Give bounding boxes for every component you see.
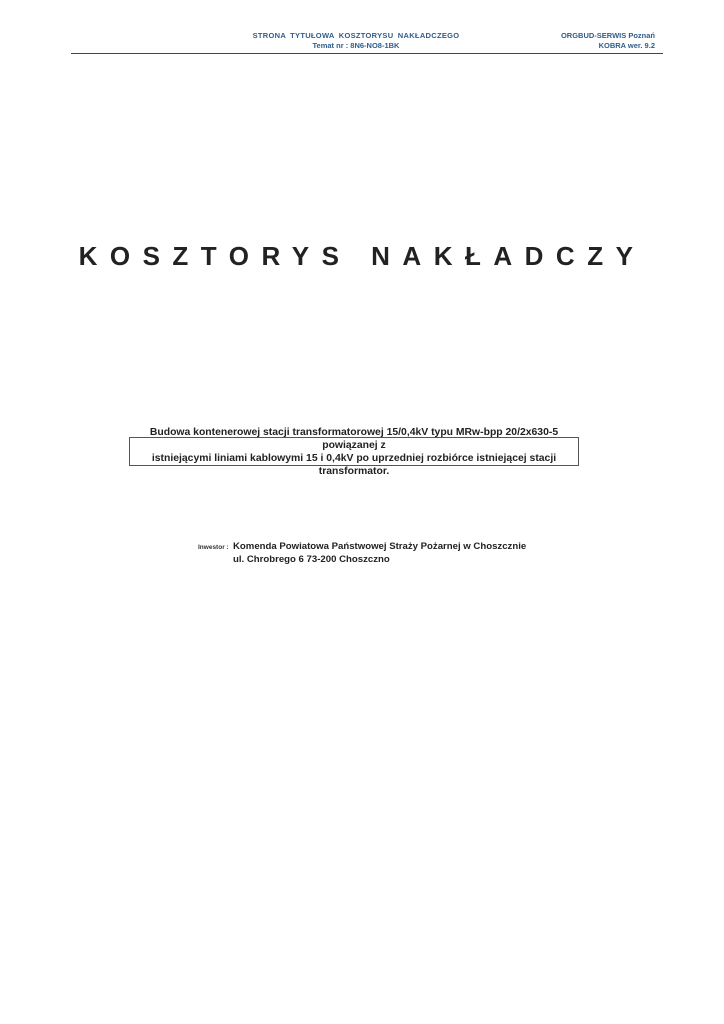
investor-name: Komenda Powiatowa Państwowej Straży Pożarnej w Choszcznie [233, 541, 527, 552]
header-company: ORGBUD-SERWIS Poznań [560, 31, 655, 40]
subject-line-1: Budowa kontenerowej stacji transformatorowej 15/0,4kV typu MRw-bpp 20/2x630-5 powiązanej z [149, 426, 559, 451]
investor-address: ul. Chrobrego 6 73-200 Choszczno [233, 554, 390, 565]
subject-box [129, 426, 579, 477]
header-divider [71, 53, 663, 54]
subject-text [136, 426, 572, 478]
header-right [520, 31, 655, 51]
document-title: KOSZTORYS NAKŁADCZY [78, 241, 646, 271]
header-software: KOBRA wer. 9.2 [598, 41, 655, 50]
header-topic: Temat nr : 8N6-NO8-1BK [312, 41, 400, 50]
investor-label: Inwestor : [198, 544, 229, 551]
header-title: STRONA TYTUŁOWA KOSZTORYSU NAKŁADCZEGO [252, 31, 460, 40]
header-center [220, 31, 492, 51]
subject-line-2: istniejącymi liniami kablowymi 15 i 0,4kV po uprzedniej rozbiórce istniejącej stacji transformator. [151, 452, 557, 477]
